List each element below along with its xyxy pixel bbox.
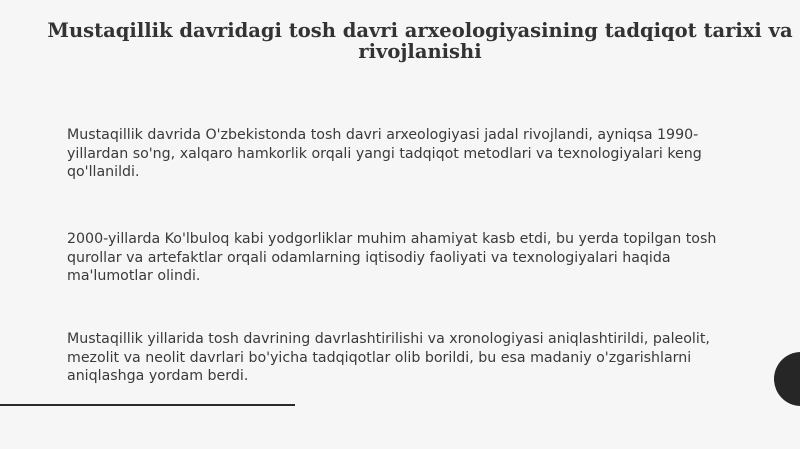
paragraph-2: 2000-yillarda Ko'lbuloq kabi yodgorliklar muhim ahamiyat kasb etdi, bu yerda topilgan tosh qurollar va artefaktlar orqali odamlarning iqtisodiy faoliyati va texnologiyalari haqida ma'lumotlar olindi. — [67, 231, 717, 284]
decorative-circle — [774, 352, 800, 406]
decorative-divider — [0, 404, 295, 406]
slide-title: Mustaqillik davridagi tosh davri arxeologiyasining tadqiqot tarixi va rivojlanishi — [47, 19, 793, 63]
paragraph-3: Mustaqillik yillarida tosh davrining davrlashtirilishi va xronologiyasi aniqlashtirildi, paleolit, mezolit va neolit davrlari bo'yicha tadqiqotlar olib borildi, bu esa madaniy o'zgarishlarni aniqlashga yordam berdi. — [67, 331, 710, 384]
paragraph-1: Mustaqillik davrida O'zbekistonda tosh davri arxeologiyasi jadal rivojlandi, ayniqsa 1990-yillardan so'ng, xalqaro hamkorlik orqali yangi tadqiqot metodlari va texnologiyalari keng qo'llanildi. — [67, 127, 702, 180]
